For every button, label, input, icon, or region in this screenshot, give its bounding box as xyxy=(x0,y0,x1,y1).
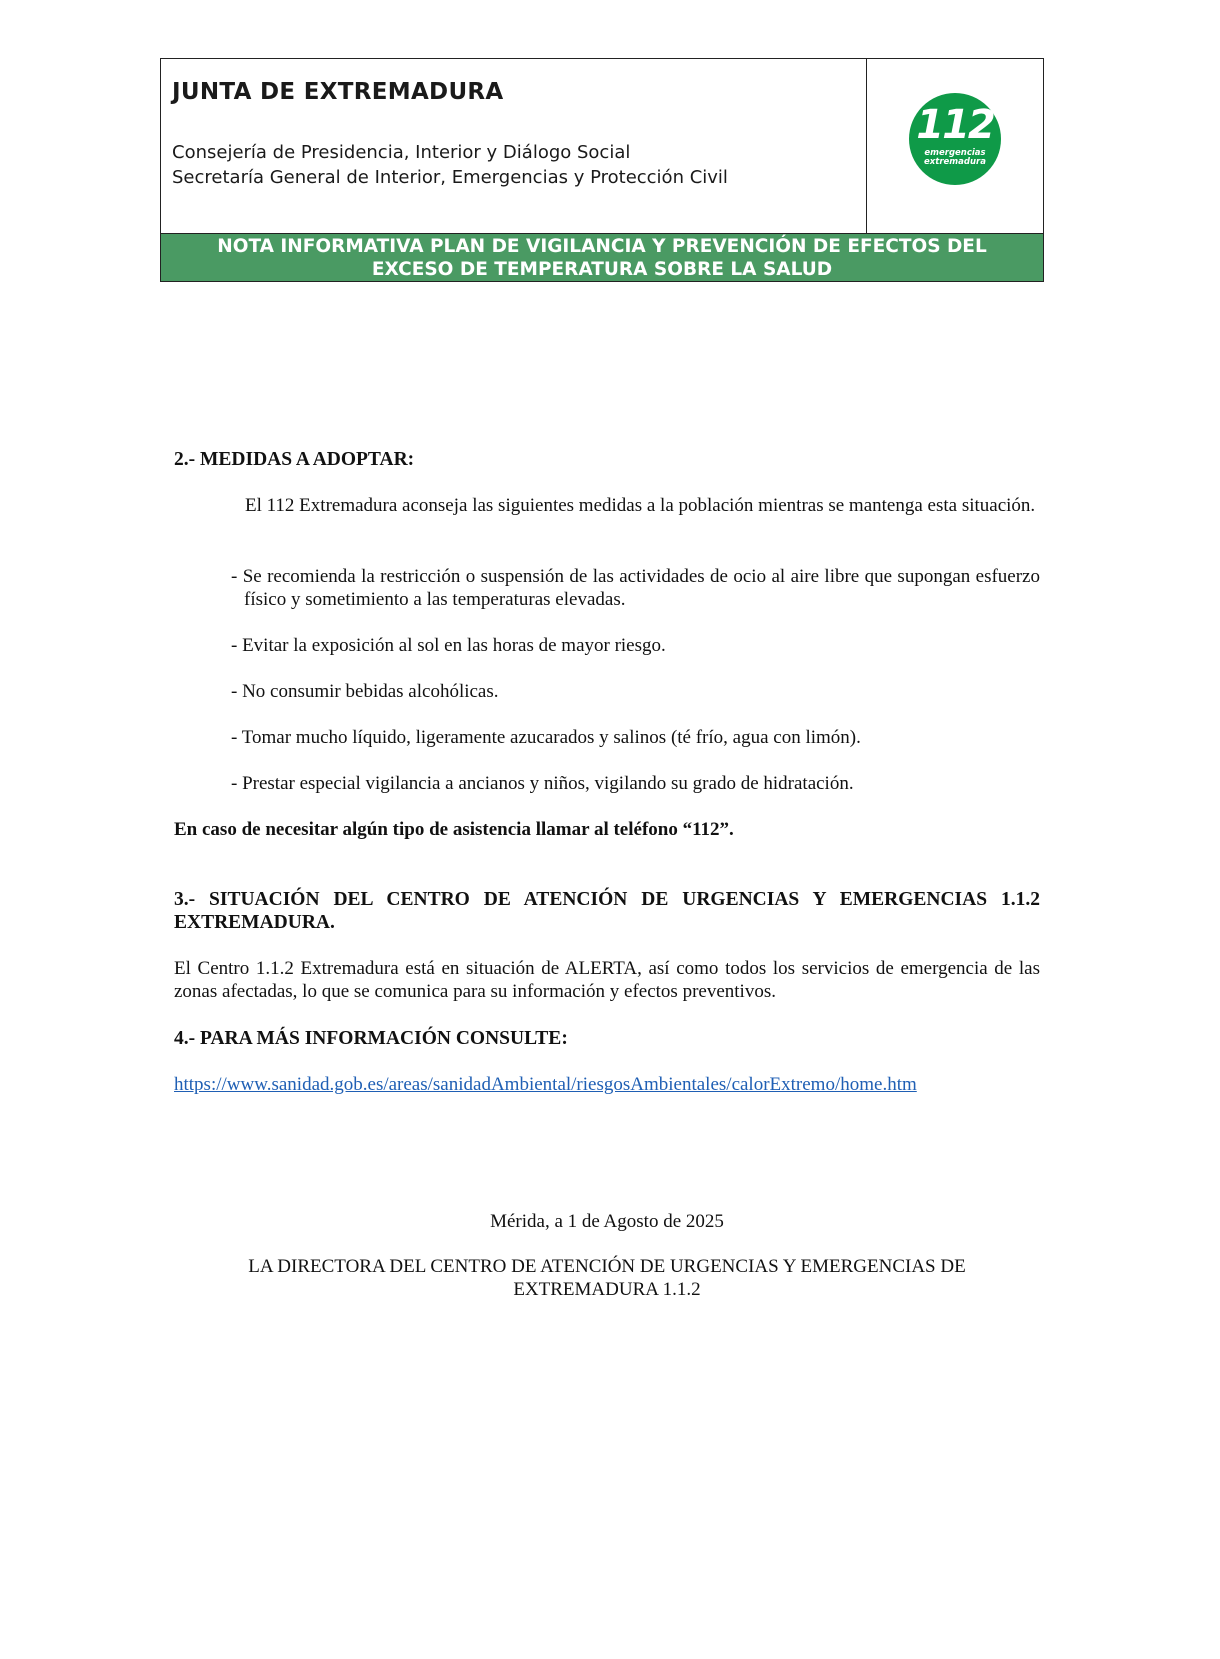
header-left-cell xyxy=(161,59,867,233)
organization-name: JUNTA DE EXTREMADURA xyxy=(172,79,504,105)
signer-block xyxy=(174,1255,1040,1301)
info-link-line xyxy=(174,1073,1040,1096)
emergencias-112-logo xyxy=(909,93,1001,185)
logo-subtitle-line-2: extremadura xyxy=(924,157,986,167)
measure-item: - Evitar la exposición al sol en las horas de mayor riesgo. xyxy=(231,635,666,656)
title-banner xyxy=(161,233,1043,281)
measure-item: - Se recomienda la restricción o suspensión de las actividades de ocio al aire libre que supongan esfuerzo físico y sometimiento a las temperaturas elevadas. xyxy=(231,566,1040,610)
section-3-heading: 3.- SITUACIÓN DEL CENTRO DE ATENCIÓN DE URGENCIAS Y EMERGENCIAS 1.1.2 EXTREMADURA. xyxy=(174,889,1040,933)
header-top xyxy=(161,59,1043,233)
measure-item: - Tomar mucho líquido, ligeramente azucarados y salinos (té frío, agua con limón). xyxy=(231,727,861,748)
signer-line-2: EXTREMADURA 1.1.2 xyxy=(513,1279,701,1300)
document-header xyxy=(160,58,1044,282)
info-link[interactable]: https://www.sanidad.gob.es/areas/sanidadAmbiental/riesgosAmbientales/calorExtremo/home.htm xyxy=(174,1074,917,1095)
header-logo-cell xyxy=(867,59,1043,233)
department-block xyxy=(172,140,728,190)
logo-subtitle-line-1: emergencias xyxy=(924,148,986,158)
measure-item: - Prestar especial vigilancia a ancianos y niños, vigilando su grado de hidratación. xyxy=(231,773,854,794)
banner-line-1: NOTA INFORMATIVA PLAN DE VIGILANCIA Y PREVENCIÓN DE EFECTOS DEL xyxy=(217,236,987,257)
logo-number: 112 xyxy=(916,102,994,148)
department-line-1: Consejería de Presidencia, Interior y Diálogo Social xyxy=(172,142,631,163)
assistance-note: En caso de necesitar algún tipo de asistencia llamar al teléfono “112”. xyxy=(174,819,734,840)
section-2-heading: 2.- MEDIDAS A ADOPTAR: xyxy=(174,449,415,470)
section-2-intro: El 112 Extremadura aconseja las siguientes medidas a la población mientras se mantenga esta situación. xyxy=(245,495,1036,516)
section-3-text: El Centro 1.1.2 Extremadura está en situación de ALERTA, así como todos los servicios de emergencia de las zonas afectadas, lo que se comunica para su información y efectos preventivos. xyxy=(174,958,1040,1002)
banner-line-2: EXCESO DE TEMPERATURA SOBRE LA SALUD xyxy=(371,259,833,280)
measures-list xyxy=(174,565,1040,795)
section-4-heading: 4.- PARA MÁS INFORMACIÓN CONSULTE: xyxy=(174,1028,568,1049)
place-date: Mérida, a 1 de Agosto de 2025 xyxy=(490,1211,724,1232)
logo-subtitle xyxy=(909,149,1001,167)
document-body xyxy=(174,448,1040,1301)
signer-line-1: LA DIRECTORA DEL CENTRO DE ATENCIÓN DE URGENCIAS Y EMERGENCIAS DE xyxy=(248,1256,966,1277)
measure-item: - No consumir bebidas alcohólicas. xyxy=(231,681,499,702)
department-line-2: Secretaría General de Interior, Emergencias y Protección Civil xyxy=(172,167,728,188)
